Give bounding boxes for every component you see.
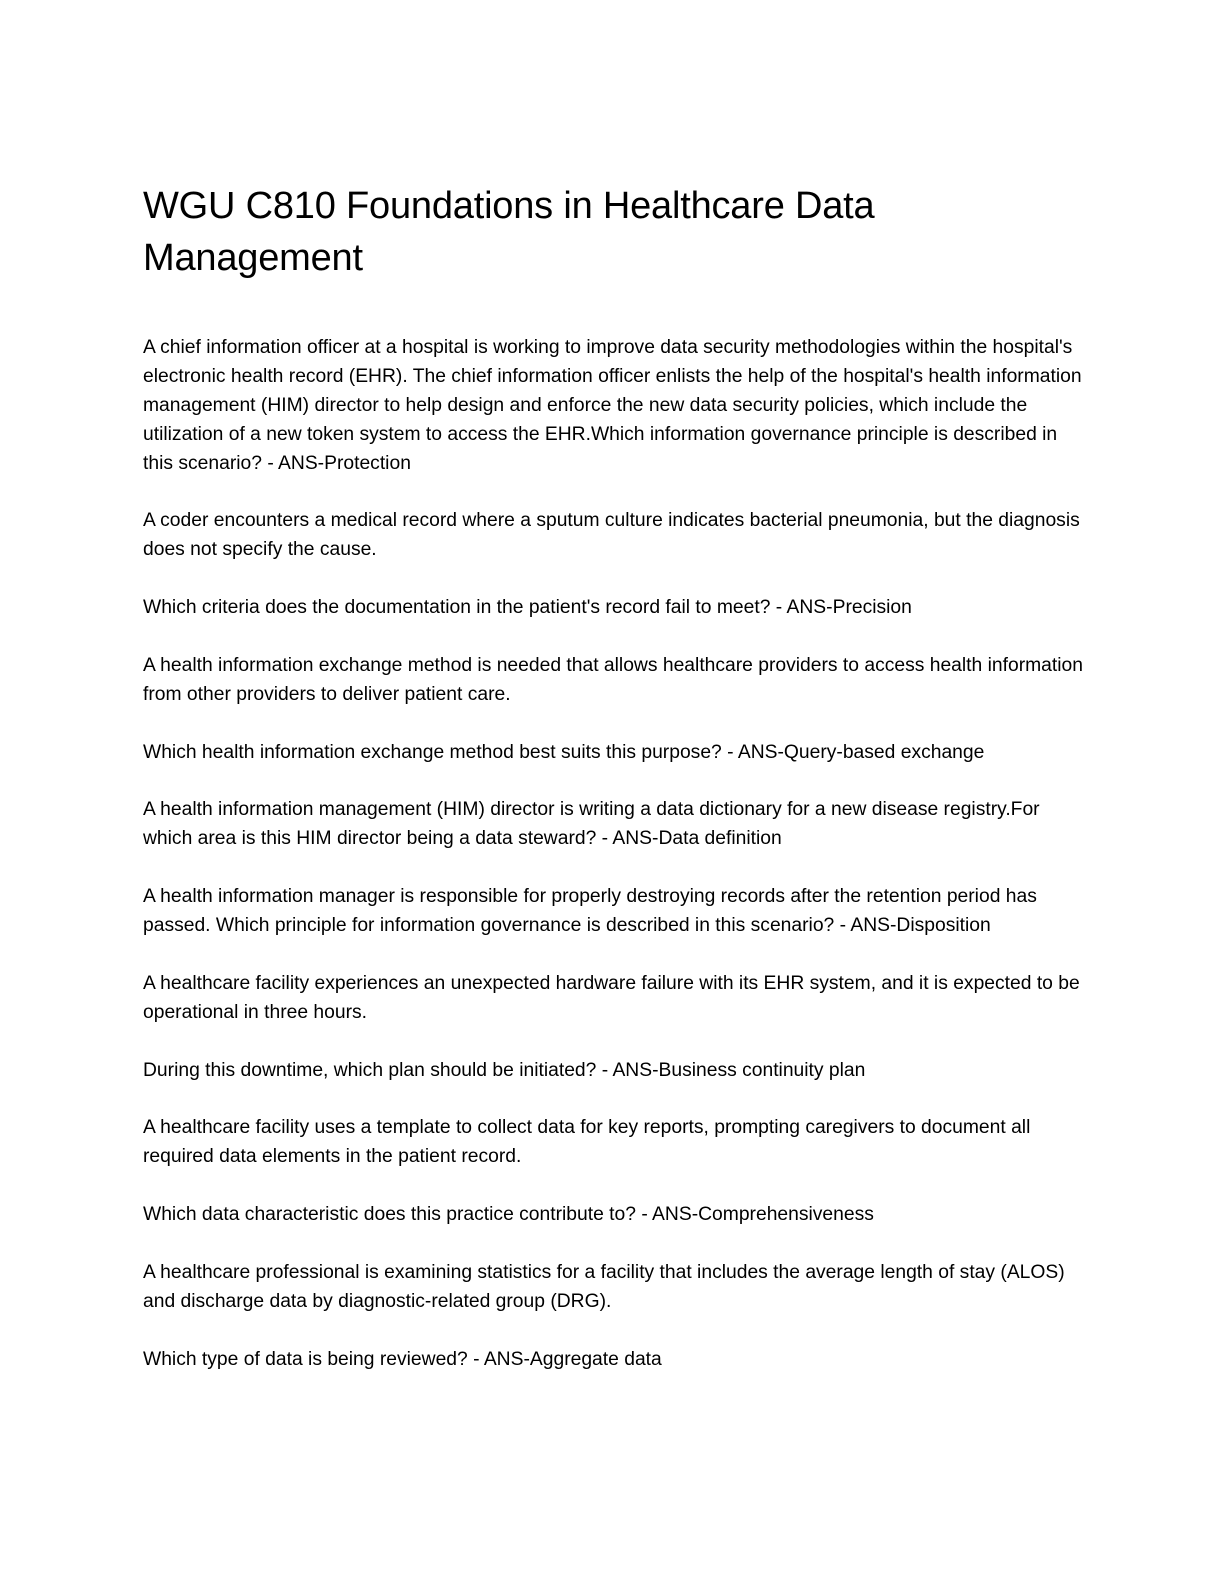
paragraph-template: A healthcare facility uses a template to collect data for key reports, prompting caregivers to document all required data elements in the patient record. bbox=[143, 1117, 1031, 1168]
paragraph-hardware-failure: A healthcare facility experiences an unexpected hardware failure with its EHR system, and it is expected to be operational in three hours. bbox=[143, 972, 1080, 1023]
paragraph-data-definition: A health information management (HIM) director is writing a data dictionary for a new disease registry.For which area is this HIM director being a data steward? - ANS-Data definition bbox=[143, 799, 1040, 850]
paragraph-business-continuity: During this downtime, which plan should be initiated? - ANS-Business continuity plan bbox=[143, 1059, 866, 1081]
page-title: WGU C810 Foundations in Healthcare Data Management bbox=[143, 185, 875, 279]
paragraph-statistics: A healthcare professional is examining statistics for a facility that includes the average length of stay (ALOS) and discharge data by diagnostic-related group (DRG). bbox=[143, 1261, 1065, 1312]
paragraph-comprehensiveness: Which data characteristic does this practice contribute to? - ANS-Comprehensiveness bbox=[143, 1204, 874, 1226]
paragraph-query-based: Which health information exchange method best suits this purpose? - ANS-Query-based exchange bbox=[143, 741, 985, 763]
paragraph-aggregate-data: Which type of data is being reviewed? - ANS-Aggregate data bbox=[143, 1348, 662, 1370]
paragraph-protection: A chief information officer at a hospital is working to improve data security methodologies within the hospital's electronic health record (EHR). The chief information officer enlists the help of the hospital's health information management (HIM) director to help design and enforce the new data security policies, which include the utilization of a new token system to access the EHR.Which information governance principle is described in this scenario? - ANS-Protection bbox=[143, 337, 1082, 474]
paragraph-disposition: A health information manager is responsible for properly destroying records after the retention period has passed. Which principle for information governance is described in this scenario? - ANS-Disposition bbox=[143, 886, 1037, 937]
paragraph-hie-scenario: A health information exchange method is needed that allows healthcare providers to access health information from other providers to deliver patient care. bbox=[143, 654, 1083, 705]
paragraph-precision: Which criteria does the documentation in the patient's record fail to meet? - ANS-Precision bbox=[143, 597, 912, 619]
document-page bbox=[143, 180, 1083, 1403]
paragraph-coder-scenario: A coder encounters a medical record where a sputum culture indicates bacterial pneumonia, but the diagnosis does not specify the cause. bbox=[143, 510, 1080, 561]
